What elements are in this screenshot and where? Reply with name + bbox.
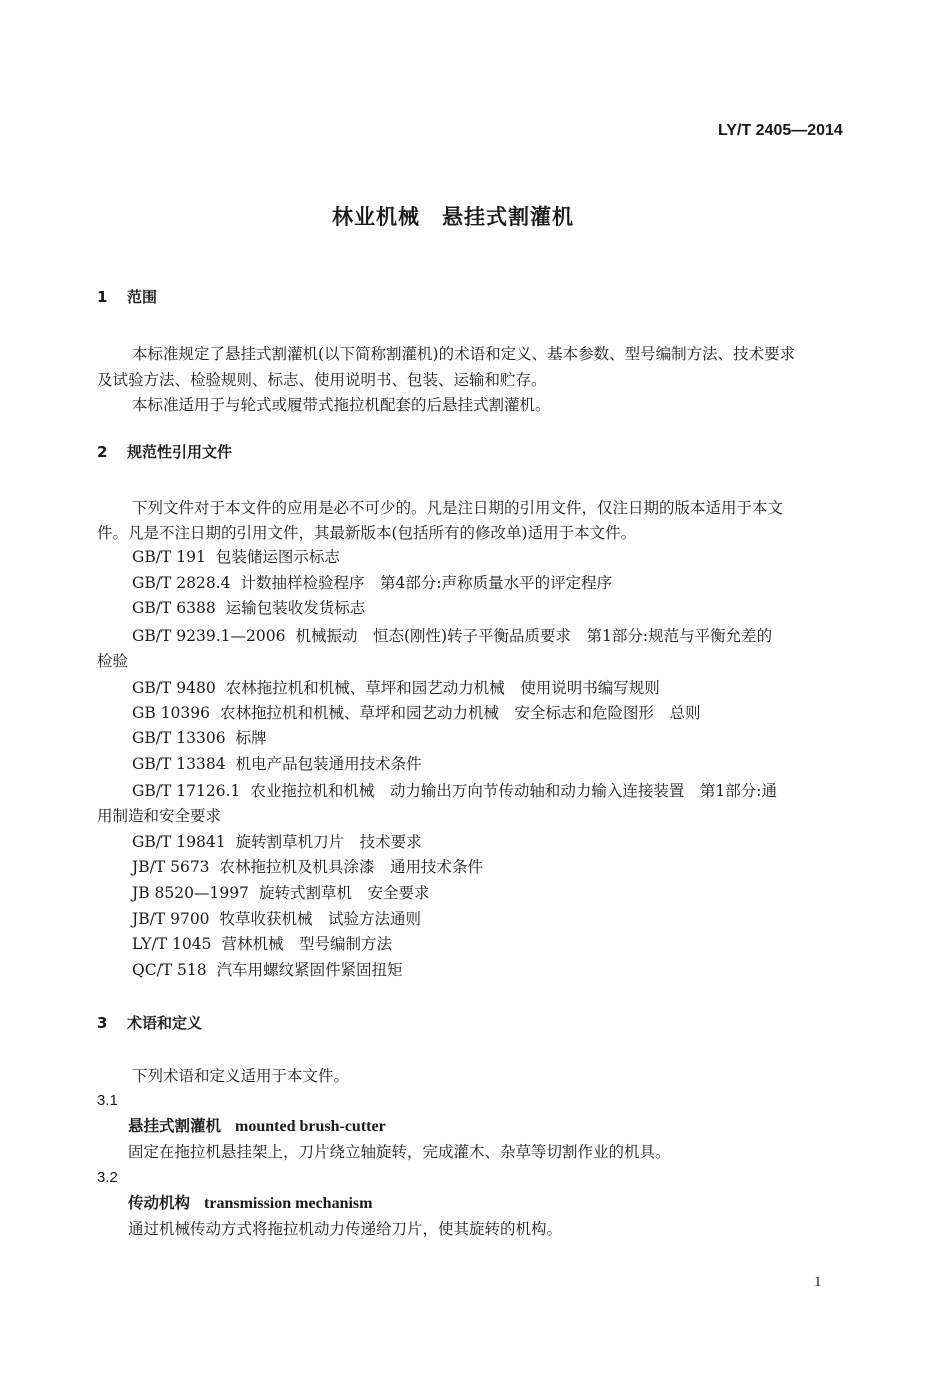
- reference-code: GB/T 9480: [132, 679, 216, 697]
- paragraph-line: 下列术语和定义适用于本文件。: [132, 1067, 350, 1085]
- document-title: 林业机械 悬挂式割灌机: [332, 205, 574, 229]
- reference-item: [132, 909, 421, 929]
- reference-title: 汽车用螺纹紧固件紧固扭矩: [216, 961, 403, 979]
- reference-item: [132, 883, 429, 903]
- reference-code: GB/T 19841: [132, 833, 226, 851]
- term-english: mounted brush-cutter: [235, 1118, 386, 1135]
- reference-title: 牧草收获机械 试验方法通则: [219, 910, 422, 928]
- reference-title: 旋转式割草机 安全要求: [258, 884, 430, 902]
- paragraph-line: 本标准适用于与轮式或履带式拖拉机配套的后悬挂式割灌机。: [132, 396, 551, 414]
- reference-code: QC/T 518: [132, 961, 207, 979]
- reference-code: LY/T 1045: [132, 935, 212, 953]
- term-chinese: 传动机构: [128, 1193, 191, 1212]
- section-title: 范围: [127, 288, 158, 306]
- page-number: 1: [814, 1274, 822, 1290]
- term-definition: 固定在拖拉机悬挂架上，刀片绕立轴旋转，完成灌木、杂草等切割作业的机具。: [128, 1143, 671, 1161]
- section-title: 规范性引用文件: [127, 443, 233, 461]
- reference-title: 机电产品包装通用技术条件: [235, 755, 422, 773]
- paragraph-line: 下列文件对于本文件的应用是必不可少的。凡是注日期的引用文件，仅注日期的版本适用于本文: [132, 499, 784, 517]
- reference-title: 农林拖拉机和机械、草坪和园艺动力机械 使用说明书编写规则: [225, 679, 660, 697]
- reference-item: [132, 598, 365, 618]
- section-heading-terms: [97, 1013, 202, 1033]
- reference-code: GB/T 13306: [132, 729, 226, 747]
- reference-item: [132, 857, 483, 877]
- reference-title: 包装储运图示标志: [215, 548, 340, 566]
- term-heading: [128, 1116, 386, 1137]
- section-number: 2: [97, 443, 108, 461]
- reference-title: 运输包装收发货标志: [225, 599, 366, 617]
- reference-code: GB/T 2828.4: [132, 574, 231, 592]
- reference-title: 营林机械 型号编制方法: [221, 935, 392, 953]
- reference-title: 农林拖拉机及机具涂漆 通用技术条件: [219, 858, 484, 876]
- reference-item: [132, 754, 422, 774]
- term-heading: [128, 1193, 372, 1214]
- section-heading-scope: [97, 287, 157, 307]
- reference-title: 标牌: [235, 729, 267, 747]
- reference-item: [132, 626, 772, 646]
- standard-number: LY/T 2405—2014: [718, 122, 843, 139]
- reference-continuation: 用制造和安全要求: [97, 807, 222, 825]
- term-english: transmission mechanism: [204, 1195, 373, 1212]
- reference-item: [132, 781, 777, 801]
- term-chinese: 悬挂式割灌机: [128, 1116, 222, 1135]
- reference-item: [132, 547, 340, 567]
- paragraph-line: 件。凡是不注日期的引用文件，其最新版本(包括所有的修改单)适用于本文件。: [97, 524, 637, 542]
- reference-code: GB/T 9239.1—2006: [132, 627, 286, 645]
- paragraph-line: 本标准规定了悬挂式割灌机(以下简称割灌机)的术语和定义、基本参数、型号编制方法、技术要求: [132, 345, 796, 363]
- reference-code: GB/T 17126.1: [132, 782, 241, 800]
- reference-title: 机械振动 恒态(刚性)转子平衡品质要求 第1部分:规范与平衡允差的: [295, 627, 773, 645]
- reference-item: [132, 832, 422, 852]
- section-heading-normative-references: [97, 442, 232, 462]
- reference-code: JB/T 9700: [132, 910, 210, 928]
- reference-item: [132, 960, 403, 980]
- reference-code: GB/T 13384: [132, 755, 226, 773]
- section-number: 1: [97, 288, 108, 306]
- reference-code: JB 8520—1997: [132, 884, 249, 902]
- reference-title: 计数抽样检验程序 第4部分:声称质量水平的评定程序: [240, 574, 613, 592]
- reference-title: 农业拖拉机和机械 动力输出万向节传动轴和动力输入连接装置 第1部分:通: [250, 782, 777, 800]
- term-number: 3.2: [97, 1169, 118, 1186]
- reference-code: GB/T 191: [132, 548, 206, 566]
- reference-title: 农林拖拉机和机械、草坪和园艺动力机械 安全标志和危险图形 总则: [220, 704, 701, 722]
- term-number: 3.1: [97, 1092, 118, 1109]
- section-number: 3: [97, 1014, 108, 1032]
- reference-code: GB/T 6388: [132, 599, 216, 617]
- reference-item: [132, 703, 701, 723]
- reference-item: [132, 728, 267, 748]
- reference-item: [132, 934, 392, 954]
- reference-item: [132, 573, 612, 593]
- term-definition: 通过机械传动方式将拖拉机动力传递给刀片，使其旋转的机构。: [128, 1220, 563, 1238]
- reference-code: JB/T 5673: [132, 858, 210, 876]
- reference-continuation: 检验: [97, 652, 129, 670]
- reference-code: GB 10396: [132, 704, 211, 722]
- paragraph-line: 及试验方法、检验规则、标志、使用说明书、包装、运输和贮存。: [97, 371, 547, 389]
- reference-title: 旋转割草机刀片 技术要求: [235, 833, 422, 851]
- reference-item: [132, 678, 660, 698]
- section-title: 术语和定义: [127, 1014, 203, 1032]
